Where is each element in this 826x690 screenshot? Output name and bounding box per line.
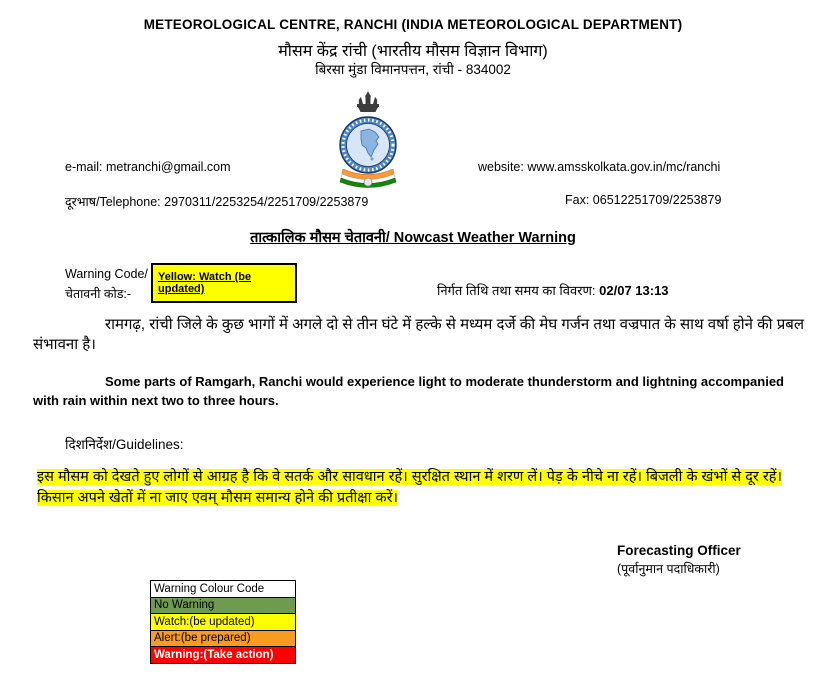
warning-paragraph-english: Some parts of Ramgarh, Ranchi would experience light to moderate thunderstorm and lightning accompanied with rain within next two to three hours. bbox=[33, 374, 784, 408]
warning-code-value: Yellow: Watch (be updated) bbox=[158, 271, 252, 295]
colour-row-no-warning: No Warning bbox=[151, 597, 296, 614]
table-header-cell: Warning Colour Code bbox=[151, 581, 296, 598]
warning-paragraph-hindi: रामगढ़, रांची जिले के कुछ भागों में अगले दो से तीन घंटे में हल्के से मध्यम दर्जे की मेघ गर्जन तथा वज्रपात के साथ वर्षा होने की प्रबल संभावना है। bbox=[33, 316, 804, 353]
issue-datetime-value: 02/07 13:13 bbox=[599, 283, 669, 298]
guidelines-heading: दिशनिर्देश/Guidelines: bbox=[65, 437, 184, 452]
signature-title-hindi: (पूर्वानुमान पदाधिकारी) bbox=[617, 562, 720, 576]
issue-datetime-line bbox=[437, 281, 669, 299]
table-header-row bbox=[151, 581, 296, 598]
warning-code-label-en: Warning Code/ bbox=[65, 267, 148, 281]
colour-row-alert: Alert:(be prepared) bbox=[151, 630, 296, 647]
website-value: www.amsskolkata.gov.in/mc/ranchi bbox=[527, 160, 721, 174]
telephone-label: दूरभाष/Telephone: bbox=[65, 195, 161, 209]
fax-line bbox=[565, 193, 721, 207]
fax-label: Fax: bbox=[565, 193, 590, 207]
issue-datetime-label: निर्गत तिथि तथा समय का विवरण: bbox=[437, 283, 596, 298]
colour-row-watch: Watch:(be updated) bbox=[151, 614, 296, 631]
guidelines-text-hindi: इस मौसम को देखते हुए लोगों से आग्रह है कि वे सतर्क और सावधान रहें। सुरक्षित स्थान में शरण लें। पेड़ के नीचे ना रहें। बिजली के खंभों से दूर रहें। किसान अपने खेतों में ना जाए एवम् मौसम समान्य होने की प्रतीक्षा करें। bbox=[37, 469, 782, 506]
signature-block bbox=[617, 543, 741, 577]
org-address: बिरसा मुंडा विमानपत्तन, रांची - 834002 bbox=[315, 62, 511, 77]
telephone-value: 2970311/2253254/2251709/2253879 bbox=[164, 195, 369, 209]
table-row bbox=[151, 597, 296, 614]
colour-row-warning: Warning:(Take action) bbox=[151, 647, 296, 664]
table-row bbox=[151, 630, 296, 647]
table-row bbox=[151, 647, 296, 664]
document-title: तात्कालिक मौसम चेतावनी/ Nowcast Weather Warning bbox=[250, 230, 576, 246]
signature-title-english: Forecasting Officer bbox=[617, 543, 741, 558]
email-value: metranchi@gmail.com bbox=[106, 160, 231, 174]
warning-code-label bbox=[65, 264, 148, 304]
guidelines-highlight bbox=[37, 467, 797, 509]
org-name-hindi: मौसम केंद्र रांची (भारतीय मौसम विज्ञान विभाग) bbox=[278, 43, 548, 60]
website-line bbox=[478, 160, 720, 174]
org-name-english: METEOROLOGICAL CENTRE, RANCHI (INDIA METEOROLOGICAL DEPARTMENT) bbox=[143, 17, 683, 32]
ashoka-lion-capital-icon bbox=[357, 91, 379, 112]
imd-globe-icon bbox=[340, 117, 396, 173]
telephone-line bbox=[65, 193, 368, 210]
warning-colour-code-table bbox=[150, 580, 296, 664]
warning-code-label-hi: चेतावनी कोड:- bbox=[65, 287, 132, 301]
fax-value: 06512251709/2253879 bbox=[592, 193, 722, 207]
table-row bbox=[151, 614, 296, 631]
email-label: e-mail: bbox=[65, 160, 103, 174]
warning-code-value-box bbox=[151, 263, 297, 303]
imd-emblem-icon bbox=[334, 90, 402, 188]
email-line bbox=[65, 160, 231, 174]
website-label: website: bbox=[478, 160, 524, 174]
